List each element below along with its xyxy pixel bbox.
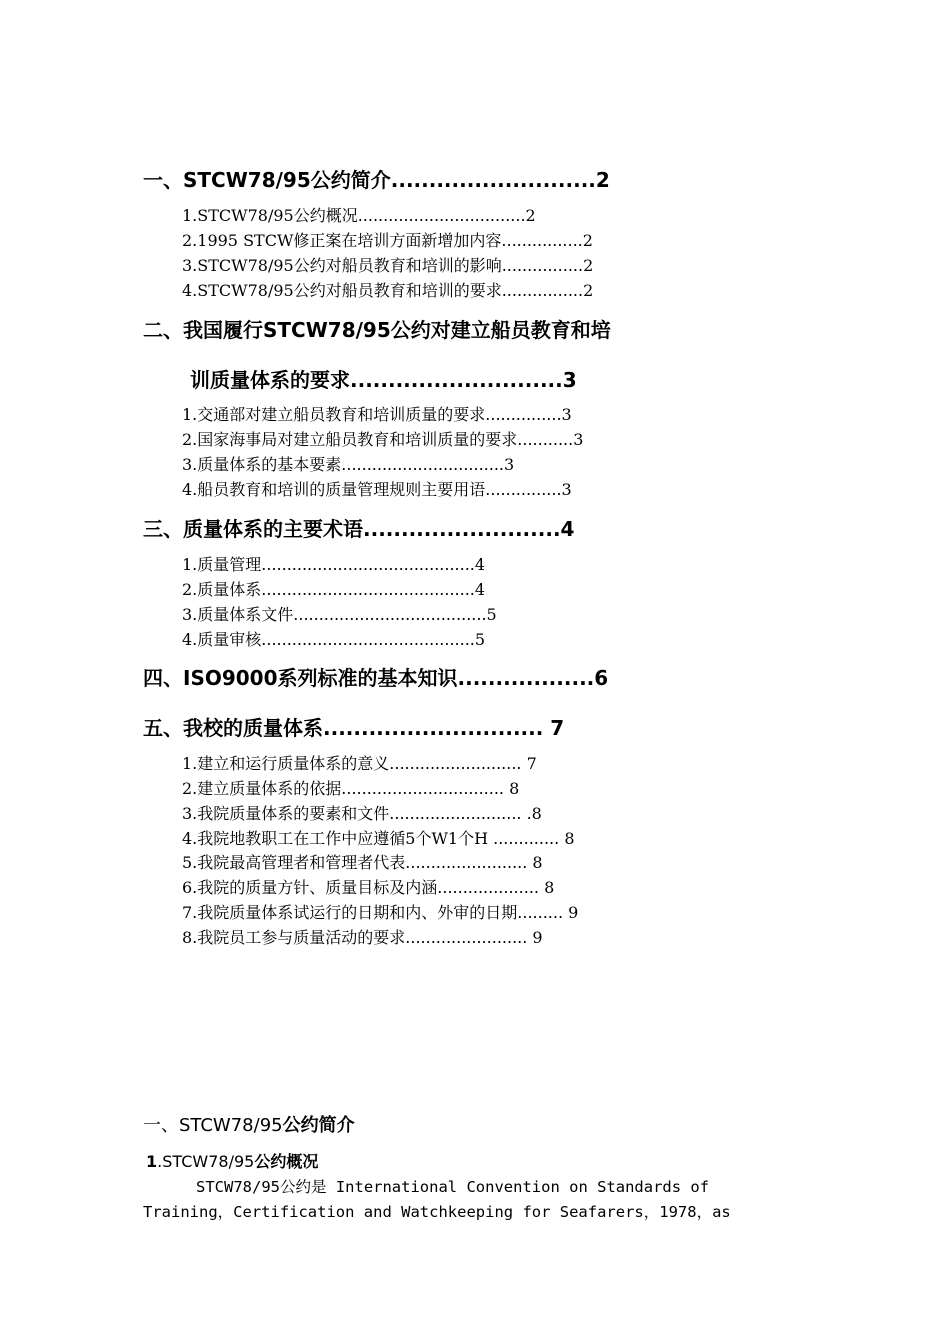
toc-item[interactable]: 4.船员教育和培训的质量管理规则主要用语...............3 [182, 480, 572, 499]
toc-item[interactable]: 1.交通部对建立船员教育和培训质量的要求...............3 [182, 405, 572, 424]
toc-item[interactable]: 6.我院的质量方针、质量目标及内涵.................... 8 [182, 878, 555, 897]
subsection-heading [146, 1149, 318, 1172]
toc-heading-4[interactable]: 四、ISO9000系列标准的基本知识..................6 [143, 666, 609, 690]
toc-item[interactable]: 2.质量体系..........................................4 [182, 580, 486, 599]
toc-item[interactable]: 4.STCW78/95公约对船员教育和培训的要求................2 [182, 281, 594, 300]
toc-item[interactable]: 3.质量体系文件......................................5 [182, 605, 497, 624]
section-heading-title: 公约简介 [282, 1115, 355, 1136]
toc-item[interactable]: 1.建立和运行质量体系的意义.......................... 7 [182, 754, 537, 773]
toc-heading-2-cont[interactable]: 训质量体系的要求............................3 [190, 368, 577, 392]
toc-item[interactable]: 2.国家海事局对建立船员教育和培训质量的要求...........3 [182, 430, 584, 449]
toc-item[interactable]: 1.质量管理..........................................4 [182, 555, 486, 574]
subsection-number: 1 [146, 1152, 158, 1171]
toc-item[interactable]: 2.1995 STCW修正案在培训方面新增加内容................2 [182, 231, 593, 250]
toc-item[interactable]: 3.我院质量体系的要素和文件.......................... .8 [182, 804, 542, 823]
toc-item[interactable]: 4.我院地教职工在工作中应遵循5个W1个H ............. 8 [182, 829, 575, 848]
toc-item[interactable]: 4.质量审核..........................................5 [182, 630, 486, 649]
toc-heading-2[interactable]: 二、我国履行STCW78/95公约对建立船员教育和培 [143, 318, 611, 342]
toc-item[interactable]: 2.建立质量体系的依据................................ 8 [182, 779, 520, 798]
toc-heading-3[interactable]: 三、质量体系的主要术语..........................4 [143, 517, 575, 541]
toc-item[interactable]: 3.STCW78/95公约对船员教育和培训的影响................2 [182, 256, 594, 275]
toc-item[interactable]: 5.我院最高管理者和管理者代表........................ 8 [182, 853, 543, 872]
section-heading-prefix: 一、STCW78/95 [143, 1115, 283, 1136]
paragraph-line: STCW78/95公约是 International Convention on Standards of [196, 1178, 710, 1196]
toc-item[interactable]: 1.STCW78/95公约概况.................................2 [182, 206, 536, 225]
subsection-code: .STCW78/95 [157, 1152, 255, 1171]
paragraph-line: Training，Certification and Watchkeeping for Seafarers，1978，as [143, 1203, 731, 1221]
toc-heading-1[interactable]: 一、STCW78/95公约简介...........................2 [143, 168, 610, 192]
section-heading [143, 1111, 355, 1137]
toc-item[interactable]: 7.我院质量体系试运行的日期和内、外审的日期......... 9 [182, 903, 579, 922]
toc-heading-5[interactable]: 五、我校的质量体系............................. 7 [143, 716, 565, 740]
subsection-title: 公约概况 [254, 1152, 319, 1171]
toc-item[interactable]: 3.质量体系的基本要素................................3 [182, 455, 515, 474]
toc-item[interactable]: 8.我院员工参与质量活动的要求........................ 9 [182, 928, 543, 947]
